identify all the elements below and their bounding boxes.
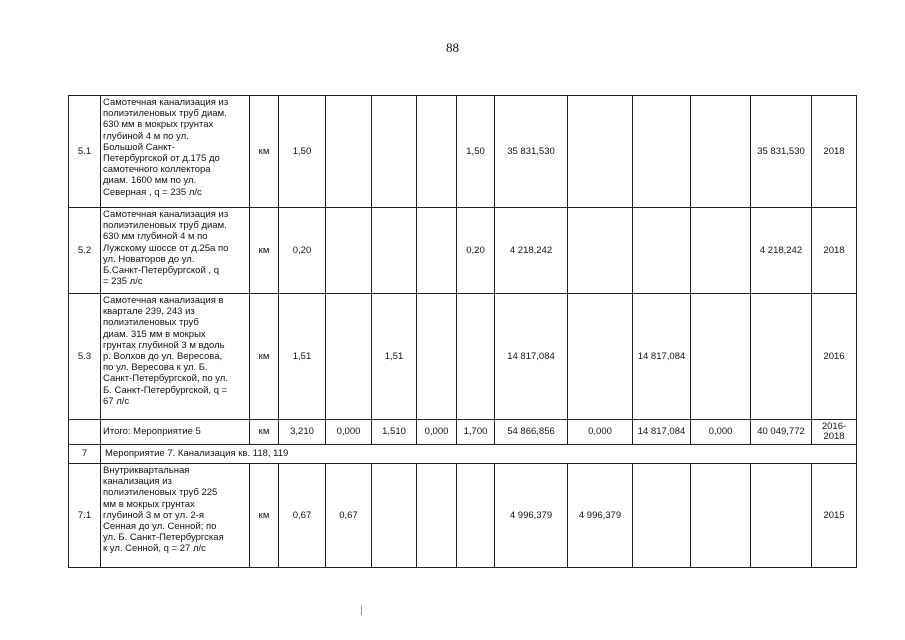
cost-2015: [568, 294, 633, 420]
cost-2015: 4 996,379: [568, 464, 633, 568]
cost-total: 4 218,242: [495, 208, 568, 294]
row-description: Самотечная канализация из полиэтиленовых труб диам. 630 мм глубиной 4 м по Лужскому шоссе от д.25а по ул. Новаторов до ул. Б.Санкт-Петербургской , q = 235 л/с: [101, 208, 250, 294]
cost-2017: [691, 294, 751, 420]
section-title: Мероприятие 7. Канализация кв. 118, 119: [101, 445, 857, 464]
cost-total: 35 831,530: [495, 96, 568, 208]
length-2018: [457, 294, 495, 420]
cost-total: 4 996,379: [495, 464, 568, 568]
length-2017: [417, 294, 457, 420]
length-2015: 0,67: [326, 464, 372, 568]
length-2016: [372, 96, 417, 208]
row-number: 7.1: [69, 464, 101, 568]
total-row: [69, 420, 857, 445]
period-cell: 2016- 2018: [812, 420, 857, 445]
section-header-row: [69, 445, 857, 464]
length-total: 1,50: [279, 96, 326, 208]
length-2015: 0,000: [326, 420, 372, 445]
length-2018: 1,700: [457, 420, 495, 445]
section-number: 7: [69, 445, 101, 464]
unit-cell: км: [250, 464, 279, 568]
cost-2017: 0,000: [691, 420, 751, 445]
length-2018: 1,50: [457, 96, 495, 208]
cost-2018: 35 831,530: [751, 96, 812, 208]
cost-2015: 0,000: [568, 420, 633, 445]
length-total: 1,51: [279, 294, 326, 420]
length-2017: [417, 96, 457, 208]
period-cell: 2015: [812, 464, 857, 568]
table-row: [69, 464, 857, 568]
unit-cell: км: [250, 208, 279, 294]
period-cell: 2018: [812, 96, 857, 208]
row-description: Самотечная канализация из полиэтиленовых труб диам. 630 мм в мокрых грунтах глубиной 4 м по ул. Большой Санкт- Петербургской от д.175 до самотечного коллектора диам. 1600 мм по ул. Северная , q = 235 л/с: [101, 96, 250, 208]
cost-2018: [751, 464, 812, 568]
table-row: [69, 96, 857, 208]
cost-2018: 40 049,772: [751, 420, 812, 445]
cost-total: 54 866,856: [495, 420, 568, 445]
length-2018: [457, 464, 495, 568]
row-description: Внутриквартальная канализация из полиэтиленовых труб 225 мм в мокрых грунтах глубиной 3 м от ул. 2-я Сенная до ул. Сенной; по ул. Б. Санкт-Петербургская к ул. Сенной, q = 27 л/с: [101, 464, 250, 568]
length-2015: [326, 294, 372, 420]
length-2016: 1,51: [372, 294, 417, 420]
length-2016: [372, 464, 417, 568]
cost-2016: 14 817,084: [633, 294, 691, 420]
cost-2018: 4 218,242: [751, 208, 812, 294]
length-total: 0,67: [279, 464, 326, 568]
cost-2016: [633, 96, 691, 208]
length-2017: [417, 464, 457, 568]
length-2016: 1,510: [372, 420, 417, 445]
page-number: 88: [446, 40, 459, 55]
table-row: [69, 294, 857, 420]
length-2015: [326, 208, 372, 294]
length-2016: [372, 208, 417, 294]
period-cell: 2018: [812, 208, 857, 294]
scan-artifact: [361, 605, 362, 615]
unit-cell: км: [250, 96, 279, 208]
total-label: Итого: Мероприятие 5: [101, 420, 250, 445]
cost-2016: [633, 464, 691, 568]
cost-2017: [691, 464, 751, 568]
length-2017: 0,000: [417, 420, 457, 445]
row-number: 5.2: [69, 208, 101, 294]
investment-table: [68, 95, 857, 568]
cost-2017: [691, 96, 751, 208]
length-total: 3,210: [279, 420, 326, 445]
length-2018: 0,20: [457, 208, 495, 294]
period-cell: 2016: [812, 294, 857, 420]
cost-2015: [568, 208, 633, 294]
cost-total: 14 817,084: [495, 294, 568, 420]
unit-cell: км: [250, 420, 279, 445]
length-2015: [326, 96, 372, 208]
row-number: 5.3: [69, 294, 101, 420]
length-2017: [417, 208, 457, 294]
cost-2017: [691, 208, 751, 294]
cost-2016: [633, 208, 691, 294]
table-row: [69, 208, 857, 294]
cost-2015: [568, 96, 633, 208]
row-description: Самотечная канализация в квартале 239, 243 из полиэтиленовых труб диам. 315 мм в мокрых грунтах глубиной 3 м вдоль р. Волхов до ул. Вересова, по ул. Вересова к ул. Б. Санкт-Петербургской, по ул. Б. Санкт-Петербургской, q = 67 л/с: [101, 294, 250, 420]
cost-2016: 14 817,084: [633, 420, 691, 445]
length-total: 0,20: [279, 208, 326, 294]
unit-cell: км: [250, 294, 279, 420]
cost-2018: [751, 294, 812, 420]
row-number: 5.1: [69, 96, 101, 208]
